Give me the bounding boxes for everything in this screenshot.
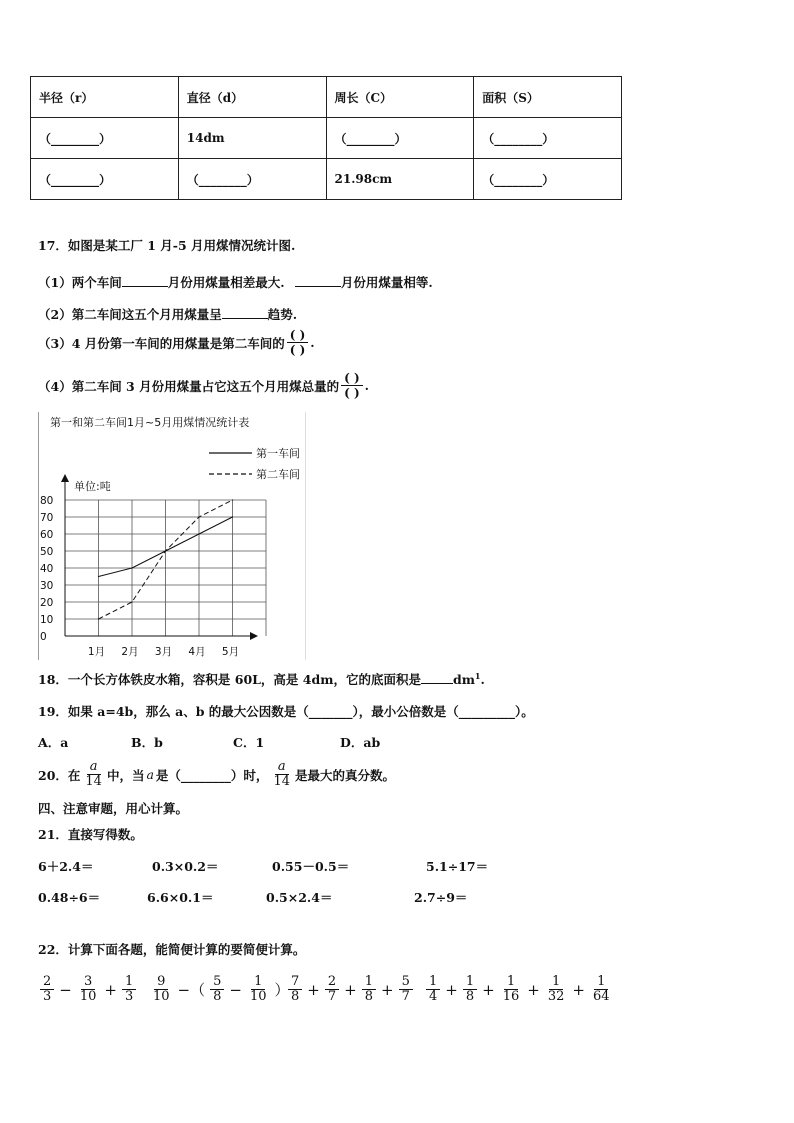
operator: + bbox=[381, 980, 394, 999]
q21-item: 0.3×0.2＝ bbox=[152, 859, 219, 874]
q20-a: 20．在 bbox=[38, 767, 81, 783]
table-row bbox=[31, 159, 622, 200]
fraction-numerator: 9 bbox=[154, 975, 168, 990]
table-header: 面积（S） bbox=[474, 77, 622, 118]
operator: + bbox=[344, 980, 357, 999]
operator: + bbox=[527, 980, 540, 999]
answer-blank bbox=[222, 306, 268, 319]
y-tick-label: 10 bbox=[40, 614, 54, 626]
table-cell: （________） bbox=[474, 118, 622, 159]
q19-option-c: C．1 bbox=[233, 735, 265, 750]
q21-item: 0.48÷6＝ bbox=[38, 890, 101, 905]
q20-c: 是（________）时， bbox=[155, 767, 269, 783]
q20 bbox=[38, 760, 395, 789]
fraction bbox=[150, 975, 173, 1004]
fraction-numerator: 1 bbox=[426, 975, 440, 990]
operator: − bbox=[59, 980, 72, 999]
fraction-numerator: 5 bbox=[399, 975, 413, 990]
fraction-a-over-14 bbox=[82, 760, 105, 789]
x-tick-label: 4月 bbox=[188, 646, 206, 658]
fraction-a-over-14 bbox=[270, 760, 293, 789]
fraction-denominator: 14 bbox=[273, 774, 290, 789]
operator: + bbox=[572, 980, 585, 999]
fraction-numerator: a bbox=[89, 759, 98, 774]
x-tick-label: 3月 bbox=[154, 646, 173, 658]
fraction-numerator: 1 bbox=[504, 975, 518, 990]
fraction-denominator: 3 bbox=[124, 989, 134, 1004]
fraction-denominator: ( ) bbox=[344, 386, 360, 400]
q21-item: 6＋2.4＝ bbox=[38, 859, 94, 874]
fraction-denominator: 64 bbox=[592, 989, 610, 1004]
q21-title: 21．直接写得数。 bbox=[38, 827, 143, 842]
fraction-denominator: 8 bbox=[213, 989, 222, 1004]
fraction-numerator: a bbox=[277, 759, 286, 774]
fraction bbox=[463, 975, 477, 1004]
q20-d: 是最大的真分数。 bbox=[294, 767, 395, 783]
fraction bbox=[288, 975, 302, 1004]
operator: + bbox=[307, 980, 320, 999]
answer-blank bbox=[122, 274, 168, 287]
fraction bbox=[77, 975, 100, 1004]
fraction bbox=[399, 975, 413, 1004]
table-header: 直径（d） bbox=[178, 77, 326, 118]
answer-blank bbox=[295, 274, 341, 287]
fraction-denominator: 16 bbox=[502, 989, 520, 1004]
q18-text: 18．一个长方体铁皮水箱，容积是 60L，高是 4dm，它的底面积是 bbox=[38, 672, 421, 687]
y-tick-label: 40 bbox=[40, 563, 54, 575]
q21-item: 5.1÷17＝ bbox=[426, 859, 489, 874]
x-tick-label: 5月 bbox=[221, 646, 240, 658]
table-cell: （________） bbox=[31, 118, 179, 159]
q17-part4 bbox=[38, 371, 369, 400]
q17-part3 bbox=[38, 328, 315, 357]
fraction-numerator: 1 bbox=[122, 975, 136, 990]
table-cell: （________） bbox=[326, 118, 474, 159]
q19-option-b: B．b bbox=[131, 735, 163, 750]
table-cell: （________） bbox=[474, 159, 622, 200]
q20-b: 中，当 bbox=[106, 767, 145, 783]
period: . bbox=[364, 378, 370, 393]
q17-part1 bbox=[38, 273, 433, 291]
period: . bbox=[310, 335, 315, 350]
chart-frame bbox=[38, 412, 306, 660]
legend-label: 第二车间 bbox=[256, 468, 300, 481]
operator: − bbox=[229, 980, 242, 999]
fraction-numerator: ( ) bbox=[341, 371, 363, 386]
q17-part4-text: （4）第二车间 3 月份用煤量占它这五个月用煤总量的 bbox=[38, 378, 340, 394]
q17-part2-a: （2）第二车间这五个月用煤量呈 bbox=[38, 307, 222, 322]
y-tick-label: 20 bbox=[40, 597, 54, 609]
y-tick-label: 50 bbox=[40, 546, 54, 558]
table-row bbox=[31, 118, 622, 159]
table-cell: （________） bbox=[31, 159, 179, 200]
x-tick-label: 1月 bbox=[87, 646, 106, 658]
q19-text: 19．如果 a=4b，那么 a、b 的最大公因数是（_______），最小公倍数是（_________）。 bbox=[38, 704, 534, 719]
fraction-denominator: 10 bbox=[79, 989, 97, 1004]
fraction bbox=[545, 975, 568, 1004]
q22-expression-4 bbox=[424, 975, 615, 1004]
table-cell: 14dm bbox=[178, 118, 326, 159]
fraction-numerator: 5 bbox=[210, 975, 224, 990]
y-tick-label: 70 bbox=[40, 512, 54, 524]
section-heading: 四、注意审题，用心计算。 bbox=[38, 801, 189, 816]
fraction-denominator: 8 bbox=[291, 989, 300, 1004]
fraction-denominator: ( ) bbox=[289, 343, 306, 357]
fraction-denominator: 3 bbox=[43, 989, 52, 1004]
table-cell: （________） bbox=[178, 159, 326, 200]
circle-table bbox=[30, 76, 622, 200]
operator: + bbox=[482, 980, 495, 999]
operator: −（ bbox=[177, 981, 206, 999]
q17-title: 17．如图是某工厂 1 月-5 月用煤情况统计图. bbox=[38, 238, 296, 253]
fraction-denominator: 32 bbox=[547, 989, 565, 1004]
fraction-numerator: 1 bbox=[594, 975, 608, 990]
unit-label: 单位:吨 bbox=[74, 480, 111, 493]
fraction-numerator: 1 bbox=[549, 975, 563, 990]
q17-part1-a: （1）两个车间 bbox=[38, 275, 122, 290]
fraction-numerator: ( ) bbox=[287, 328, 309, 343]
fraction-denominator: 4 bbox=[429, 989, 438, 1004]
chart-title: 第一和第二车间1月~5月用煤情况统计表 bbox=[50, 416, 250, 429]
operator: + bbox=[445, 980, 458, 999]
fraction-denominator: 7 bbox=[327, 989, 337, 1004]
q17-part1-b: 月份用煤量相差最大. bbox=[167, 275, 285, 290]
fraction bbox=[426, 975, 440, 1004]
q19-option-a: A．a bbox=[38, 735, 69, 750]
x-tick-label: 2月 bbox=[121, 646, 139, 658]
operator: + bbox=[104, 980, 117, 999]
q21-item: 0.55－0.5＝ bbox=[272, 859, 350, 874]
q21-item: 6.6×0.1＝ bbox=[147, 890, 214, 905]
fraction-numerator: 1 bbox=[463, 975, 477, 990]
fraction-numerator: 1 bbox=[251, 975, 265, 990]
fraction-denominator: 10 bbox=[249, 989, 267, 1004]
q22-expression-1 bbox=[38, 975, 138, 1004]
fraction bbox=[210, 975, 224, 1004]
fraction-denominator: 8 bbox=[465, 989, 475, 1004]
y-tick-label: 60 bbox=[40, 529, 54, 541]
answer-blank bbox=[421, 671, 453, 684]
table-cell: 21.98cm bbox=[326, 159, 474, 200]
fraction bbox=[362, 975, 376, 1004]
q17-part1-c: 月份用煤量相等. bbox=[340, 275, 433, 290]
fraction-numerator: 2 bbox=[40, 975, 54, 990]
fraction bbox=[40, 975, 54, 1004]
q22-expression-2 bbox=[148, 975, 293, 1004]
q17-part2-b: 趋势. bbox=[267, 307, 298, 322]
table-header: 周长（C） bbox=[326, 77, 474, 118]
fraction bbox=[247, 975, 270, 1004]
y-tick-label: 80 bbox=[40, 495, 54, 507]
q18 bbox=[38, 670, 485, 688]
fraction bbox=[500, 975, 523, 1004]
variable-a: a bbox=[146, 767, 154, 782]
q21-item: 0.5×2.4＝ bbox=[266, 890, 333, 905]
fraction bbox=[590, 975, 613, 1004]
fraction bbox=[325, 975, 339, 1004]
y-tick-label: 0 bbox=[40, 631, 47, 643]
q18-superscript: 1 bbox=[474, 670, 481, 681]
fraction bbox=[122, 975, 136, 1004]
q17-part3-text: （3）4 月份第一车间的用煤量是第二车间的 bbox=[38, 335, 285, 351]
q21-item: 2.7÷9＝ bbox=[414, 890, 468, 905]
legend-label: 第一车间 bbox=[256, 447, 300, 460]
q22-expression-3 bbox=[286, 975, 415, 1004]
fraction-numerator: 1 bbox=[362, 975, 376, 990]
fraction-numerator: 3 bbox=[81, 975, 95, 990]
q22-title: 22．计算下面各题，能简便计算的要简便计算。 bbox=[38, 942, 306, 957]
fraction-numerator: 2 bbox=[325, 975, 339, 990]
table-header-row bbox=[31, 77, 622, 118]
table-header: 半径（r） bbox=[31, 77, 179, 118]
operator: ） bbox=[274, 981, 290, 999]
fraction-denominator: 10 bbox=[153, 989, 170, 1004]
answer-fraction-blank bbox=[341, 371, 363, 400]
answer-fraction-blank bbox=[287, 328, 309, 357]
fraction-denominator: 14 bbox=[85, 774, 102, 789]
fraction-denominator: 8 bbox=[364, 989, 373, 1004]
q19-option-d: D．ab bbox=[340, 735, 381, 750]
q17-part2 bbox=[38, 305, 297, 323]
y-tick-label: 30 bbox=[40, 580, 54, 592]
fraction-denominator: 7 bbox=[401, 989, 410, 1004]
q18-unit: dm bbox=[452, 672, 475, 687]
period: . bbox=[480, 672, 485, 687]
fraction-numerator: 7 bbox=[288, 975, 302, 990]
